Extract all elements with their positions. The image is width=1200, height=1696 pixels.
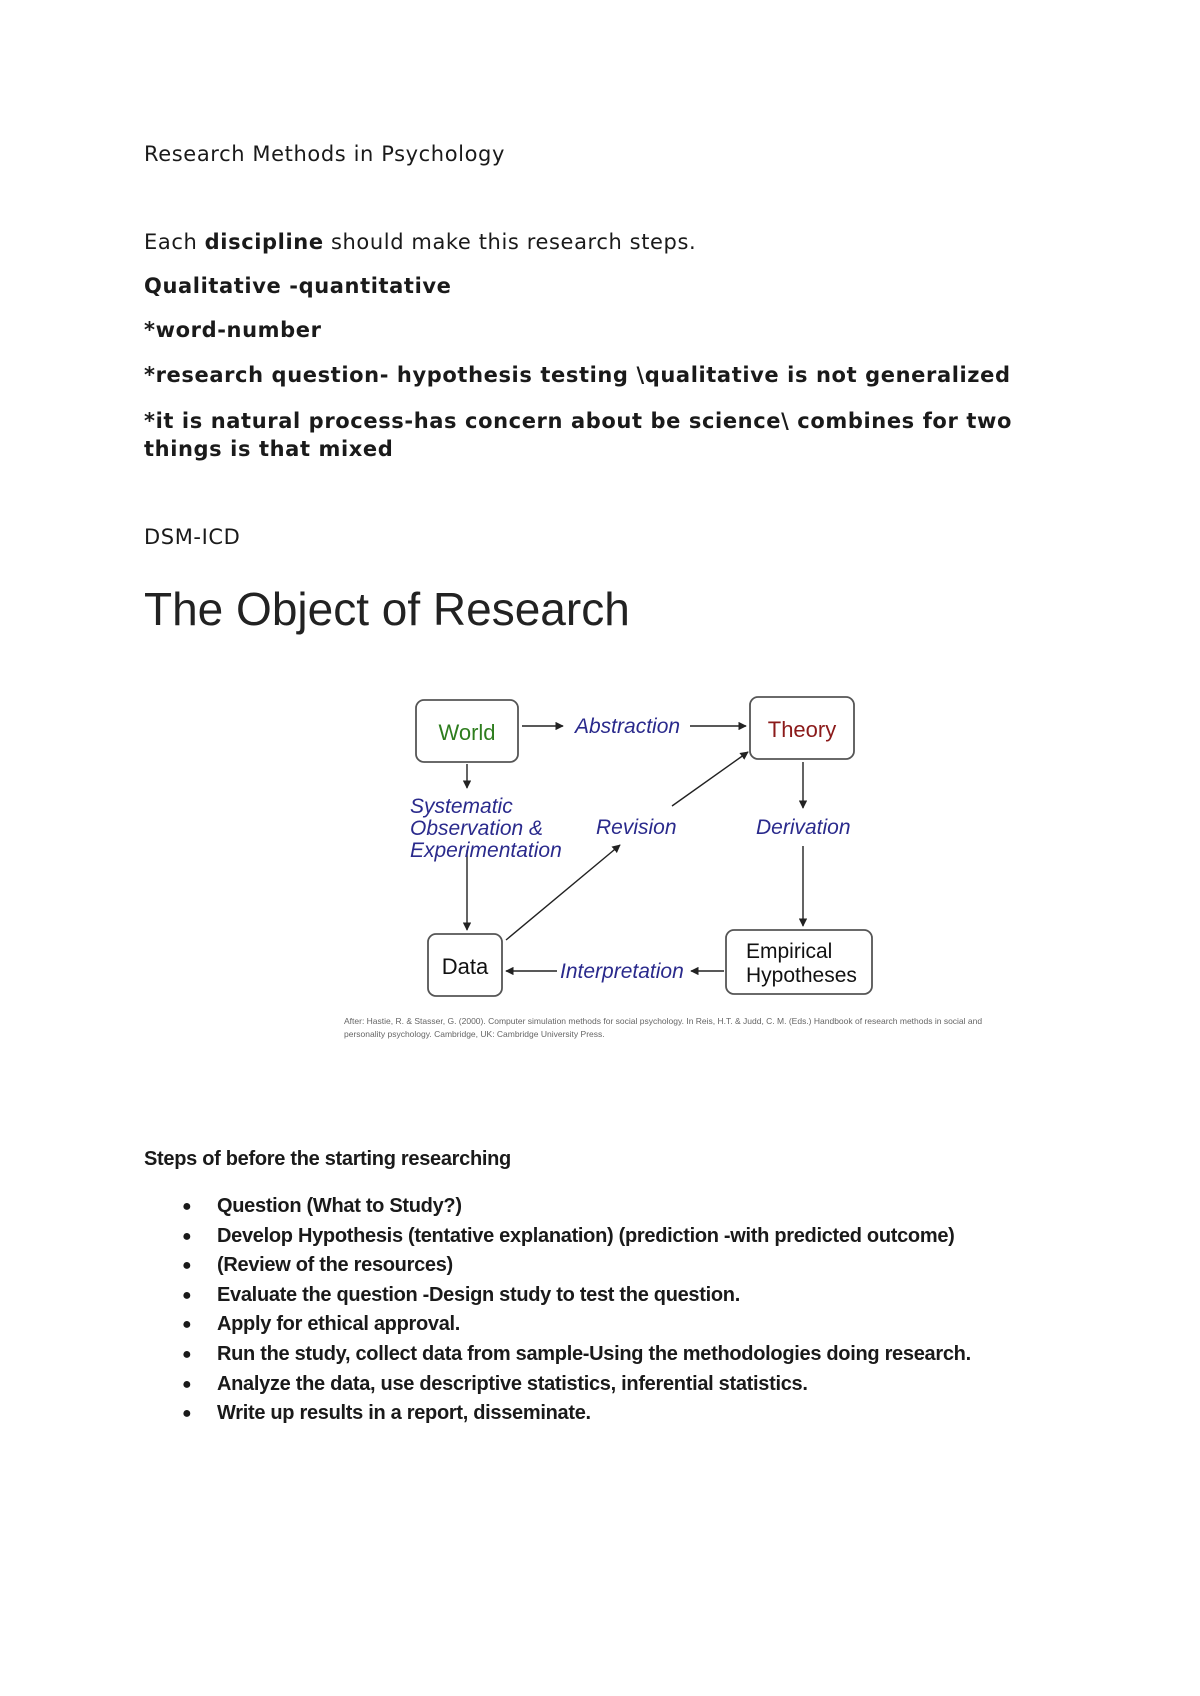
bullet-icon: ●	[182, 1286, 192, 1304]
theory-node	[750, 697, 854, 759]
step-text: Develop Hypothesis (tentative explanation) (prediction -with predicted outcome)	[217, 1224, 955, 1247]
bullet-icon: ●	[182, 1375, 192, 1393]
list-item	[144, 1310, 971, 1340]
natural-process-line: *it is natural process-has concern about be science\ combines for two things is that mixed	[144, 409, 1012, 461]
figure-title: The Object of Research	[144, 583, 630, 635]
list-item	[144, 1222, 971, 1252]
revision-to-theory-arrow	[672, 752, 748, 806]
derivation-label: Derivation	[756, 816, 851, 839]
steps-heading: Steps of before the starting researching	[144, 1148, 511, 1170]
empirical-hypotheses-node	[726, 930, 872, 994]
observation-label-line3: Experimentation	[410, 839, 562, 862]
intro-text-bold: discipline	[204, 230, 324, 254]
step-text: Apply for ethical approval.	[217, 1313, 461, 1336]
step-text: (Review of the resources)	[217, 1254, 453, 1277]
steps-list	[144, 1192, 971, 1429]
list-item	[144, 1399, 971, 1429]
revision-label: Revision	[596, 816, 677, 839]
step-text: Run the study, collect data from sample-Using the methodologies doing research.	[217, 1342, 971, 1365]
hypotheses-label-line2: Hypotheses	[746, 964, 857, 987]
bullet-icon: ●	[182, 1227, 192, 1245]
word-number-line: *word-number	[144, 318, 322, 342]
data-label: Data	[441, 954, 489, 979]
abstraction-label: Abstraction	[575, 715, 681, 738]
step-text: Question (What to Study?)	[217, 1195, 462, 1217]
bullet-icon: ●	[182, 1345, 192, 1363]
document-title: Research Methods in Psychology	[144, 142, 506, 166]
bullet-icon: ●	[182, 1405, 192, 1423]
observation-label-line2: Observation &	[410, 817, 544, 840]
step-text: Write up results in a report, disseminate.	[217, 1402, 591, 1425]
step-text: Evaluate the question -Design study to test the question.	[217, 1283, 740, 1306]
data-node	[428, 934, 502, 996]
bullet-icon: ●	[182, 1316, 192, 1334]
list-item	[144, 1370, 971, 1400]
world-label: World	[438, 720, 496, 745]
interpretation-label: Interpretation	[560, 960, 684, 983]
bullet-icon: ●	[182, 1198, 192, 1215]
list-item	[144, 1251, 971, 1281]
world-node	[416, 700, 518, 762]
list-item	[144, 1192, 971, 1222]
theory-label: Theory	[767, 717, 837, 742]
hypotheses-label-line1: Empirical	[746, 940, 833, 963]
intro-text-pre: Each	[144, 230, 205, 254]
list-item	[144, 1340, 971, 1370]
step-text: Analyze the data, use descriptive statistics, inferential statistics.	[217, 1372, 808, 1395]
bullet-icon: ●	[182, 1257, 192, 1275]
figure-citation: After: Hastie, R. & Stasser, G. (2000). Computer simulation methods for social psychology. In Reis, H.T. & Judd, C. M. (Eds.) Handbook of research methods in social and personality psychology. Cambridge, UK: Cambridge University Press.	[344, 1016, 983, 1039]
list-item	[144, 1281, 971, 1311]
qualitative-quantitative-line: Qualitative -quantitative	[144, 274, 452, 298]
intro-text-post: should make this research steps.	[323, 230, 697, 254]
research-question-line: *research question- hypothesis testing \qualitative is not generalized	[144, 363, 1011, 387]
observation-label-line1: Systematic	[410, 795, 513, 818]
dsm-icd-line: DSM-ICD	[144, 525, 241, 549]
